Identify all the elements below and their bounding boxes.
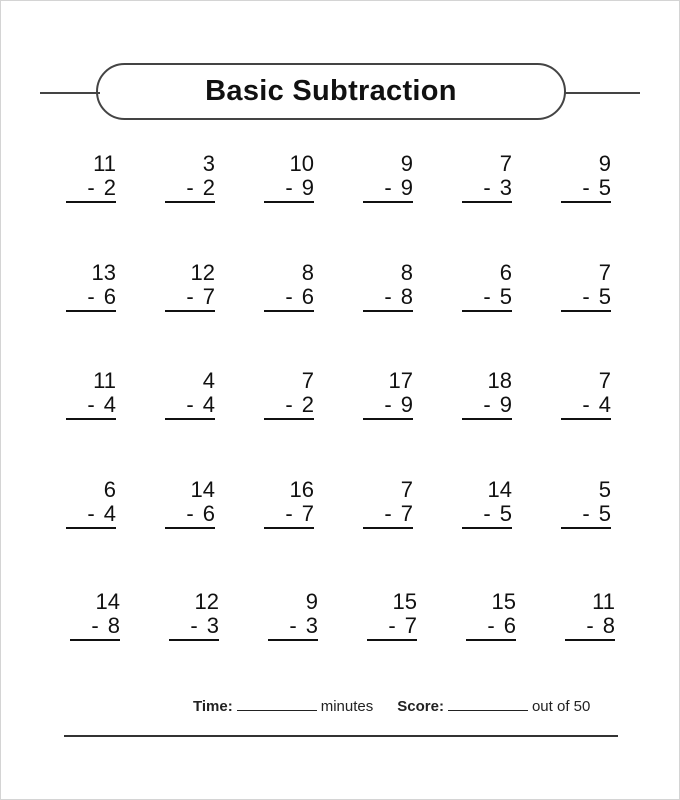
subtrahend-line: [582, 285, 611, 309]
answer-line: [66, 310, 116, 312]
minuend: 14: [95, 589, 120, 614]
subtrahend: 3: [305, 613, 318, 638]
subtrahend-line: [483, 393, 512, 417]
minus-sign: -: [285, 501, 293, 526]
subtrahend: 4: [598, 392, 611, 417]
subtrahend: 7: [400, 501, 413, 526]
minus-sign: -: [582, 175, 590, 200]
answer-line: [363, 201, 413, 203]
minus-sign: -: [582, 392, 590, 417]
answer-line: [363, 527, 413, 529]
time-label: Time:: [193, 698, 233, 715]
minuend: 17: [388, 368, 413, 393]
minus-sign: -: [190, 613, 198, 638]
minuend: 8: [301, 260, 314, 285]
subtrahend: 6: [202, 501, 215, 526]
subtrahend: 6: [503, 613, 516, 638]
subtrahend: 5: [499, 501, 512, 526]
footer-rule: [64, 735, 618, 737]
subtrahend-line: [87, 502, 116, 526]
minus-sign: -: [186, 501, 194, 526]
minuend: 11: [93, 368, 116, 393]
minus-sign: -: [388, 613, 396, 638]
minus-sign: -: [384, 284, 392, 309]
answer-line: [165, 418, 215, 420]
minus-sign: -: [87, 392, 95, 417]
answer-line: [264, 310, 314, 312]
minuend: 13: [91, 260, 116, 285]
minus-sign: -: [483, 501, 491, 526]
minus-sign: -: [384, 501, 392, 526]
subtrahend-line: [289, 614, 318, 638]
subtrahend-line: [487, 614, 516, 638]
minuend: 3: [202, 151, 215, 176]
answer-line: [264, 201, 314, 203]
answer-line: [561, 310, 611, 312]
subtrahend: 3: [206, 613, 219, 638]
answer-line: [66, 527, 116, 529]
subtrahend: 8: [602, 613, 615, 638]
subtrahend: 9: [499, 392, 512, 417]
minus-sign: -: [289, 613, 297, 638]
subtrahend: 6: [103, 284, 116, 309]
answer-line: [561, 418, 611, 420]
minuend: 5: [598, 477, 611, 502]
minuend: 6: [103, 477, 116, 502]
subtrahend-line: [285, 176, 314, 200]
subtrahend-line: [91, 614, 120, 638]
answer-line: [264, 527, 314, 529]
subtrahend: 5: [598, 501, 611, 526]
subtrahend-line: [384, 502, 413, 526]
subtrahend: 4: [202, 392, 215, 417]
subtrahend-line: [483, 285, 512, 309]
minus-sign: -: [487, 613, 495, 638]
subtrahend-line: [582, 502, 611, 526]
minuend: 7: [400, 477, 413, 502]
answer-line: [565, 639, 615, 641]
answer-line: [264, 418, 314, 420]
minus-sign: -: [483, 175, 491, 200]
subtrahend: 2: [301, 392, 314, 417]
subtrahend-line: [483, 502, 512, 526]
minus-sign: -: [87, 501, 95, 526]
minuend: 7: [598, 260, 611, 285]
answer-line: [169, 639, 219, 641]
time-unit: minutes: [320, 698, 374, 715]
subtrahend-line: [285, 393, 314, 417]
subtrahend: 4: [103, 501, 116, 526]
subtrahend: 9: [301, 175, 314, 200]
score-blank[interactable]: [448, 709, 528, 711]
minuend: 7: [301, 368, 314, 393]
minus-sign: -: [87, 284, 95, 309]
minus-sign: -: [186, 392, 194, 417]
minuend: 4: [202, 368, 215, 393]
answer-line: [363, 418, 413, 420]
title-banner: [96, 63, 566, 120]
answer-line: [165, 310, 215, 312]
answer-line: [363, 310, 413, 312]
subtrahend-line: [384, 393, 413, 417]
subtrahend-line: [190, 614, 219, 638]
answer-line: [70, 639, 120, 641]
subtrahend: 4: [103, 392, 116, 417]
minus-sign: -: [285, 175, 293, 200]
answer-line: [466, 639, 516, 641]
subtrahend-line: [186, 502, 215, 526]
answer-line: [367, 639, 417, 641]
page-title: Basic Subtraction: [205, 75, 457, 107]
subtrahend: 7: [301, 501, 314, 526]
minus-sign: -: [87, 175, 95, 200]
subtrahend-line: [388, 614, 417, 638]
minus-sign: -: [483, 392, 491, 417]
time-blank[interactable]: [237, 709, 317, 711]
minuend: 14: [487, 477, 512, 502]
score-label: Score:: [397, 698, 444, 715]
minuend: 7: [499, 151, 512, 176]
minuend: 10: [289, 151, 314, 176]
subtrahend: 9: [400, 175, 413, 200]
subtrahend-line: [483, 176, 512, 200]
score-suffix: out of 50: [531, 698, 591, 715]
minus-sign: -: [186, 284, 194, 309]
answer-line: [268, 639, 318, 641]
minuend: 7: [598, 368, 611, 393]
minus-sign: -: [91, 613, 99, 638]
minus-sign: -: [285, 392, 293, 417]
minus-sign: -: [586, 613, 594, 638]
answer-line: [66, 201, 116, 203]
minuend: 14: [190, 477, 215, 502]
minuend: 16: [289, 477, 314, 502]
subtrahend: 7: [404, 613, 417, 638]
subtrahend: 5: [598, 175, 611, 200]
minuend: 18: [487, 368, 512, 393]
minuend: 15: [491, 589, 516, 614]
minus-sign: -: [285, 284, 293, 309]
minus-sign: -: [483, 284, 491, 309]
minus-sign: -: [384, 392, 392, 417]
footer: [193, 698, 590, 715]
title-rule-left: [40, 92, 100, 94]
subtrahend-line: [285, 502, 314, 526]
minuend: 15: [392, 589, 417, 614]
minuend: 12: [194, 589, 219, 614]
subtrahend: 8: [107, 613, 120, 638]
answer-line: [462, 418, 512, 420]
minuend: 8: [400, 260, 413, 285]
subtrahend: 2: [202, 175, 215, 200]
subtrahend: 7: [202, 284, 215, 309]
minus-sign: -: [582, 501, 590, 526]
subtrahend: 6: [301, 284, 314, 309]
minuend: 6: [499, 260, 512, 285]
answer-line: [165, 527, 215, 529]
minuend: 9: [400, 151, 413, 176]
subtrahend: 5: [499, 284, 512, 309]
minuend: 11: [592, 589, 615, 614]
subtrahend-line: [186, 393, 215, 417]
minuend: 11: [93, 151, 116, 176]
answer-line: [561, 201, 611, 203]
minuend: 12: [190, 260, 215, 285]
subtrahend: 5: [598, 284, 611, 309]
subtrahend-line: [285, 285, 314, 309]
answer-line: [462, 201, 512, 203]
subtrahend: 8: [400, 284, 413, 309]
subtrahend-line: [87, 176, 116, 200]
subtrahend-line: [87, 285, 116, 309]
minus-sign: -: [582, 284, 590, 309]
answer-line: [462, 527, 512, 529]
title-rule-right: [565, 92, 640, 94]
minuend: 9: [598, 151, 611, 176]
answer-line: [165, 201, 215, 203]
subtrahend: 9: [400, 392, 413, 417]
minuend: 9: [305, 589, 318, 614]
subtrahend-line: [87, 393, 116, 417]
subtrahend-line: [586, 614, 615, 638]
subtrahend-line: [384, 285, 413, 309]
answer-line: [66, 418, 116, 420]
subtrahend-line: [582, 393, 611, 417]
subtrahend-line: [186, 285, 215, 309]
minus-sign: -: [384, 175, 392, 200]
minus-sign: -: [186, 175, 194, 200]
subtrahend: 2: [103, 175, 116, 200]
subtrahend-line: [186, 176, 215, 200]
subtrahend-line: [384, 176, 413, 200]
subtrahend-line: [582, 176, 611, 200]
answer-line: [561, 527, 611, 529]
answer-line: [462, 310, 512, 312]
subtrahend: 3: [499, 175, 512, 200]
